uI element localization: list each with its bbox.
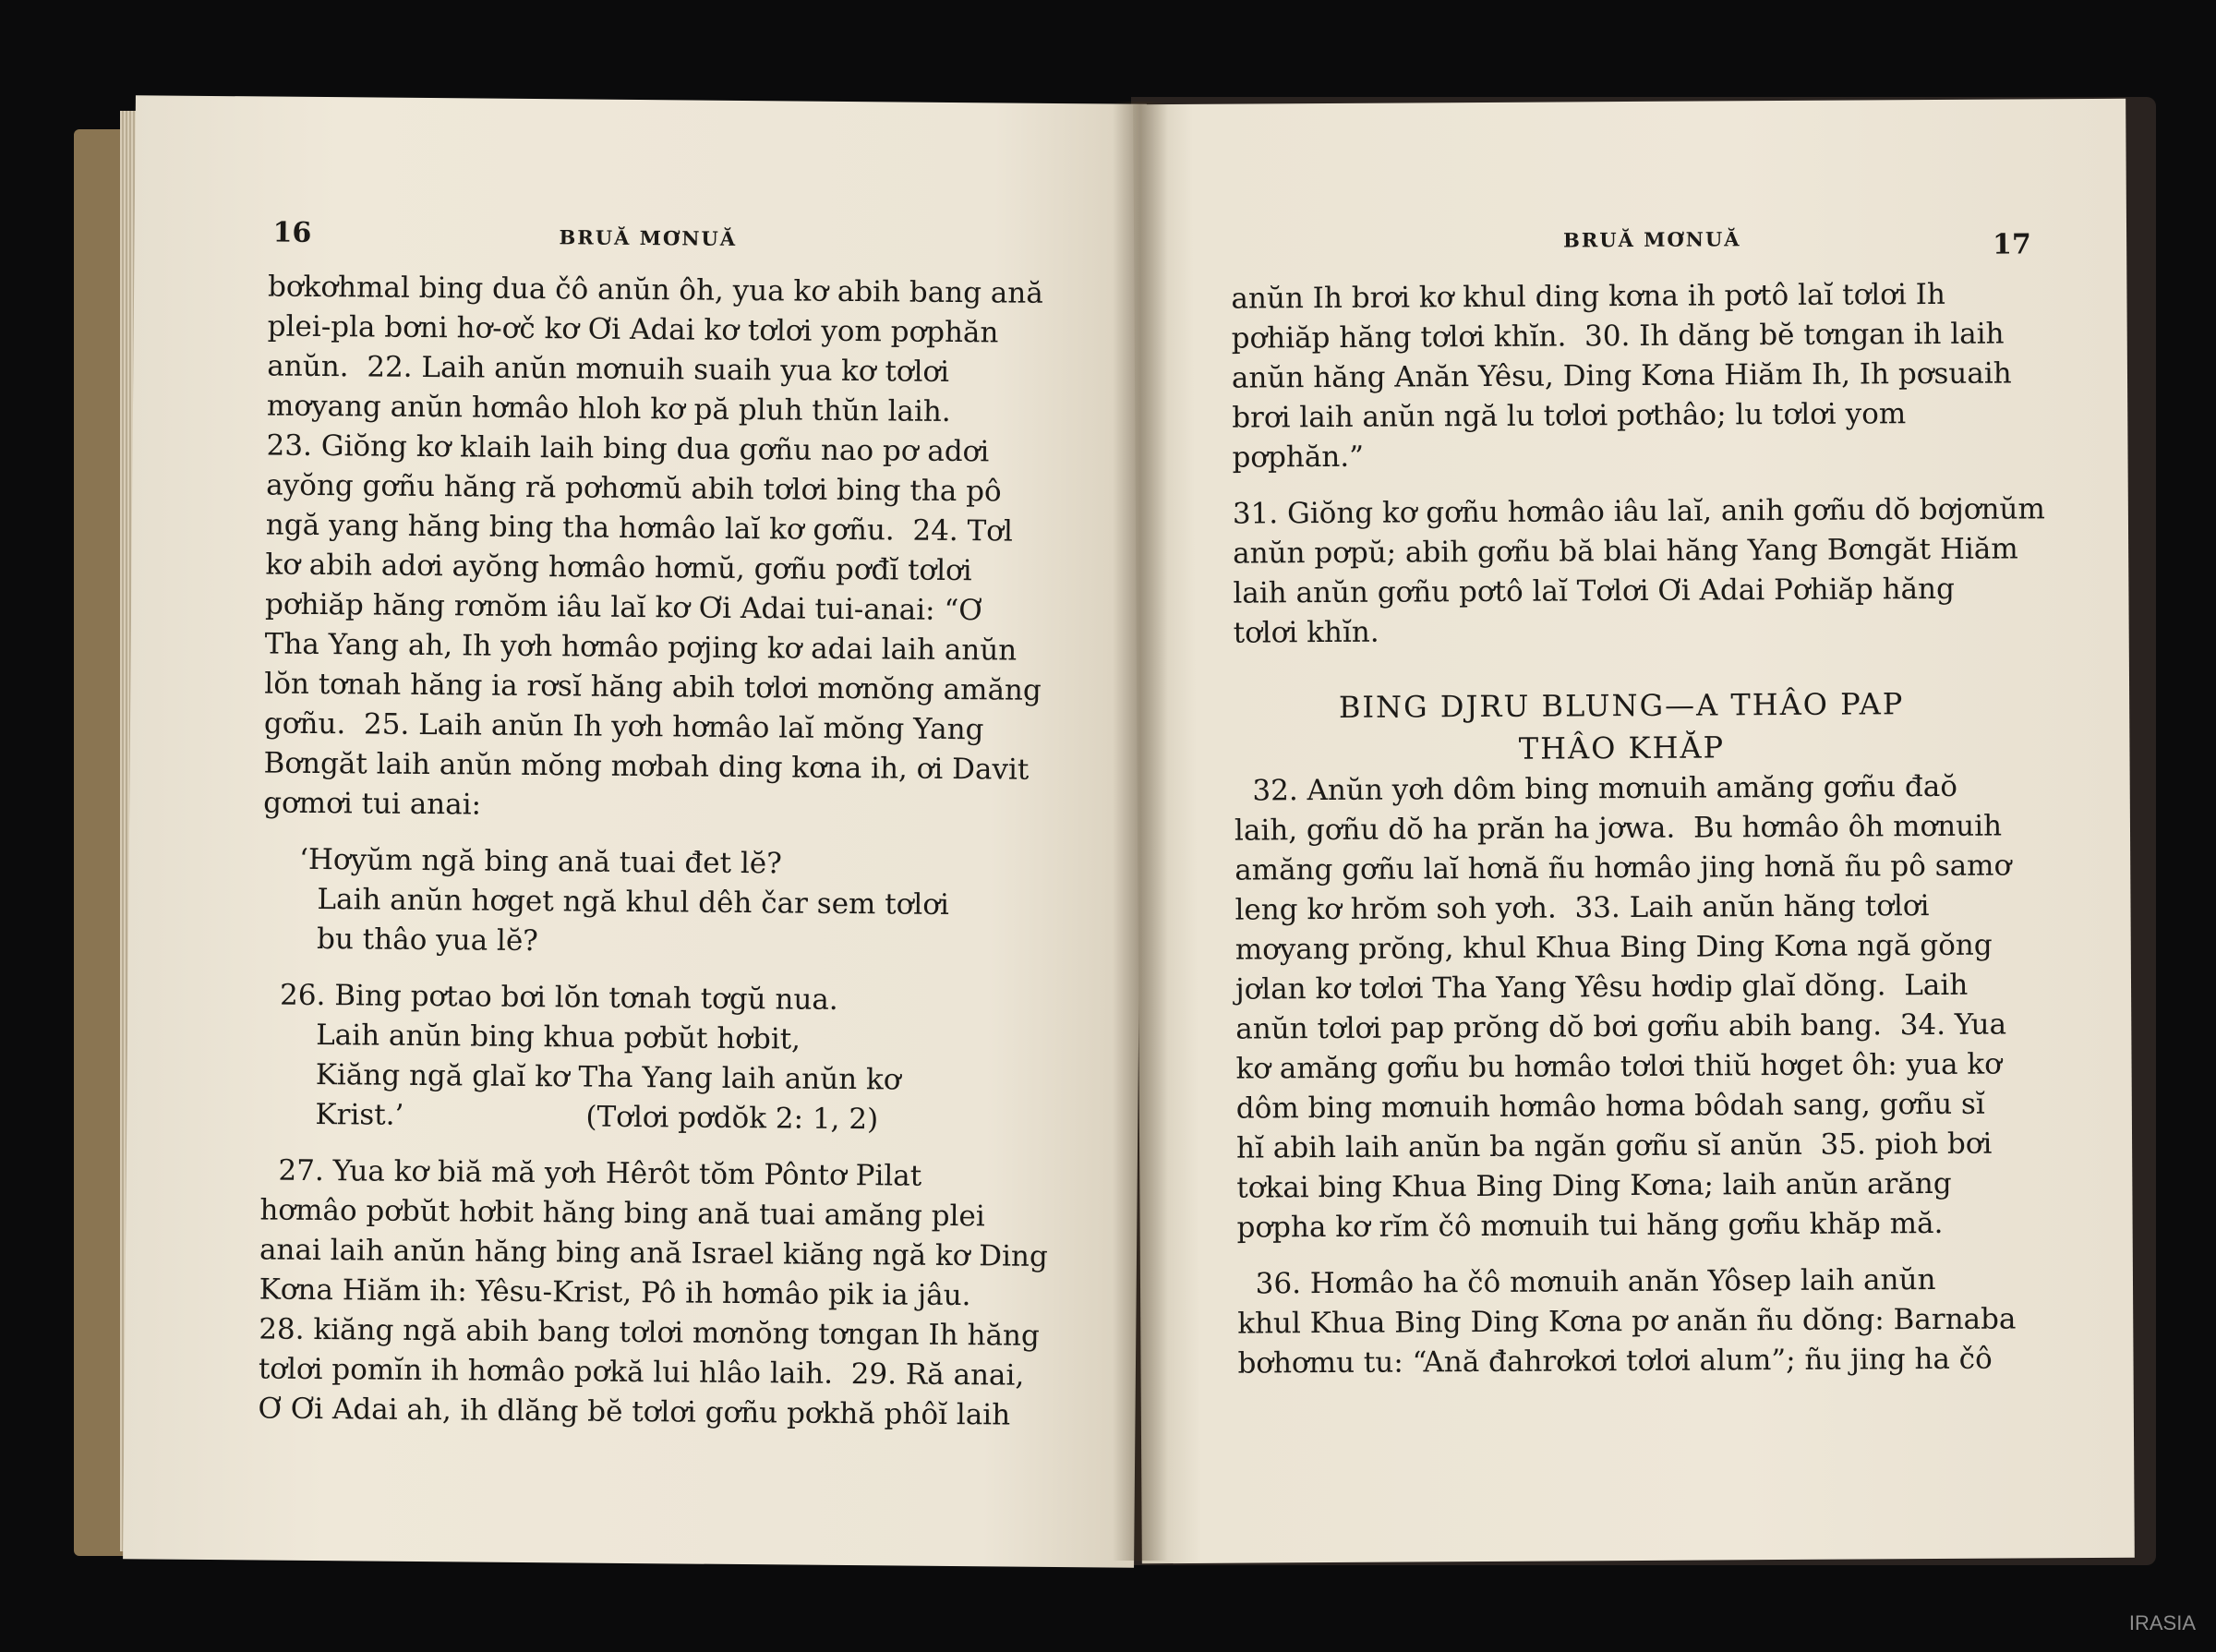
text-line: bơhơmu tu: “Ană đahrơkơi tơlơi alum”; ñu jing ha čô <box>1237 1342 1993 1381</box>
text-line: kơ abih adơi ayŏng hơmâo hơmŭ, gơñu pơđĭ tơlơi <box>265 548 972 588</box>
text-line: Tha Yang ah, Ih yơh hơmâo pơjing kơ adai laih anŭn <box>264 627 1018 668</box>
left-page <box>123 95 1147 1567</box>
text-line: ayŏng gơñu hăng ră pơhơmŭ abih tơlơi bing tha pô <box>266 468 1002 509</box>
text-line: 27. Yua kơ biă mă yơh Hêrôt tŏm Pôntơ Pilat <box>259 1153 922 1193</box>
text-line: anŭn Ih brơi kơ khul ding kơna ih pơtô laĭ tơlơi Ih <box>1231 277 1945 316</box>
text-line: brơi laih anŭn ngă lu tơlơi pơthâo; lu tơlơi yom <box>1232 397 1907 435</box>
running-head: BRUĂ MƠNUĂ <box>559 225 738 250</box>
quote-line: Kiăng ngă glaĭ kơ Tha Yang laih anŭn kơ <box>260 1057 901 1097</box>
page-number: 17 <box>1993 228 2031 261</box>
text-line: 32. Anŭn yơh dôm bing mơnuih amăng gơñu đaŏ <box>1234 769 1958 808</box>
section-heading <box>1234 682 2010 772</box>
running-head: BRUĂ MƠNUĂ <box>1563 227 1741 252</box>
quote-line: Krist.’ (Tơlơi pơdŏk 2: 1, 2) <box>260 1097 879 1137</box>
text-line: tơkai bing Khua Bing Ding Kơna; laih anŭn arăng <box>1236 1166 1952 1205</box>
text-line: bơkơhmal bing dua čô anŭn ôh, yua kơ abih bang ană <box>267 270 1043 310</box>
heading-line: BING DJRU BLUNG—A THÂO PAP <box>1338 686 1905 725</box>
quote-line: 26. Bing pơtao bơi lŏn tơnah tơgŭ nua. <box>261 978 838 1017</box>
text-line: hơmâo pơbŭt hơbit hăng bing ană tuai amăng plei <box>259 1193 985 1234</box>
text-line: laih anŭn gơñu pơtô laĭ Tơlơi Ơi Adai Pơhiăp hăng <box>1233 572 1956 610</box>
text-line: anai laih anŭn hăng bing ană Israel kiăng ngă kơ Ding <box>259 1233 1048 1273</box>
quote-line: Laih anŭn bing khua pơbŭt hơbit, <box>260 1018 801 1056</box>
text-line: tơlơi khĭn. <box>1233 615 1379 650</box>
text-line: 36. Hơmâo ha čô mơnuih anăn Yôsep laih anŭn <box>1236 1263 1936 1301</box>
quote-line: bu thâo yua lĕ? <box>261 922 539 959</box>
quote-line: Laih anŭn hơget ngă khul dêh čar sem tơlơi <box>262 882 950 922</box>
text-line: 23. Giŏng kơ klaih laih bing dua gơñu nao pơ adơi <box>266 428 990 469</box>
text-line: amăng gơñu laĭ hơnă ñu hơmâo jing hơnă ñu pô samơ <box>1234 849 2012 887</box>
page-text <box>1231 274 2050 1383</box>
watermark: IRASIA <box>2128 1611 2196 1634</box>
text-line: anŭn tơlơi pap prŏng dŏ bơi gơñu abih bang. 34. Yua <box>1235 1007 2007 1046</box>
text-line: hĭ abih laih anŭn ba ngăn gơñu sĭ anŭn 35. pioh bơi <box>1235 1127 1993 1165</box>
text-line: plei-pla bơni hơ-ơč kơ Ơi Adai kơ tơlơi yom pơphăn <box>267 309 999 350</box>
text-line: mơyang prŏng, khul Khua Bing Ding Kơna ngă gŏng <box>1234 928 1993 967</box>
text-line: 28. kiăng ngă abih bang tơlơi mơnŏng tơngan Ih hăng <box>259 1312 1040 1353</box>
text-line: gơmơi tui anai: <box>263 786 482 822</box>
text-line: pơphăn.” <box>1232 440 1365 475</box>
right-page <box>1133 99 2135 1564</box>
text-line: gơñu. 25. Laih anŭn Ih yơh hơmâo laĭ mŏng Yang <box>263 706 984 747</box>
text-line: khul Khua Bing Ding Kơna pơ anăn ñu dŏng: Barnaba <box>1237 1302 2017 1341</box>
text-line: mơyang anŭn hơmâo hloh kơ pă pluh thŭn laih. <box>266 389 951 428</box>
text-line: jơlan kơ tơlơi Tha Yang Yêsu hơdip glaĭ dŏng. Laih <box>1234 968 1969 1007</box>
text-line: anŭn pơpŭ; abih gơñu bă blai hăng Yang Bơngăt Hiăm <box>1233 532 2018 571</box>
text-line: pơpha kơ rĭm čô mơnuih tui hăng gơñu khăp mă. <box>1236 1206 1944 1245</box>
text-line: Kơna Hiăm ih: Yêsu-Krist, Pô ih hơmâo pik ia jâu. <box>259 1272 971 1313</box>
text-line: Bơngăt laih anŭn mŏng mơbah ding kơna ih, ơi Davit <box>263 746 1030 787</box>
heading-line: THÂO KHĂP <box>1518 730 1726 766</box>
text-line: tơlơi pomĭn ih hơmâo pơkă lui hlâo laih. 29. Ră anai, <box>258 1352 1025 1393</box>
text-line: Ơ Ơi Adai ah, ih dlăng bĕ tơlơi gơñu pơkhă phôĭ laih <box>258 1392 1011 1432</box>
text-line: anŭn hăng Anăn Yêsu, Ding Kơna Hiăm Ih, Ih pơsuaih <box>1231 356 2012 395</box>
text-line: lŏn tơnah hăng ia rơsĭ hăng abih tơlơi mơnŏng amăng <box>264 667 1042 707</box>
page-number: 16 <box>272 216 312 249</box>
text-line: pơhiăp hăng rơnŏm iâu laĭ kơ Ơi Adai tui-anai: “Ơ <box>264 587 982 628</box>
page-text <box>258 268 1056 1436</box>
text-line: ngă yang hăng bing tha hơmâo laĭ kơ gơñu. 24. Tơl <box>265 508 1014 549</box>
text-line: laih, gơñu dŏ ha prăn ha jơwa. Bu hơmâo ôh mơnuih <box>1234 809 2003 848</box>
text-line: kơ amăng gơñu bu hơmâo tơlơi thiŭ hơget ôh: yua kơ <box>1235 1047 2002 1086</box>
book-gutter <box>1113 102 1168 1561</box>
text-line: dôm bing mơnuih hơmâo hơma bôdah sang, gơñu sĭ <box>1235 1087 1985 1126</box>
text-line: leng kơ hrŏm soh yơh. 33. Laih anŭn hăng tơlơi <box>1234 889 1930 927</box>
text-line: 31. Giŏng kơ gơñu hơmâo iâu laĭ, anih gơñu dŏ bơjơnŭm <box>1232 492 2045 531</box>
text-line: pơhiăp hăng tơlơi khĭn. 30. Ih dăng bĕ tơngan ih laih <box>1231 317 2005 356</box>
quote-line: ‘Hơyŭm ngă bing ană tuai đet lĕ? <box>262 842 782 881</box>
text-line: anŭn. 22. Laih anŭn mơnuih suaih yua kơ tơlơi <box>267 349 950 389</box>
